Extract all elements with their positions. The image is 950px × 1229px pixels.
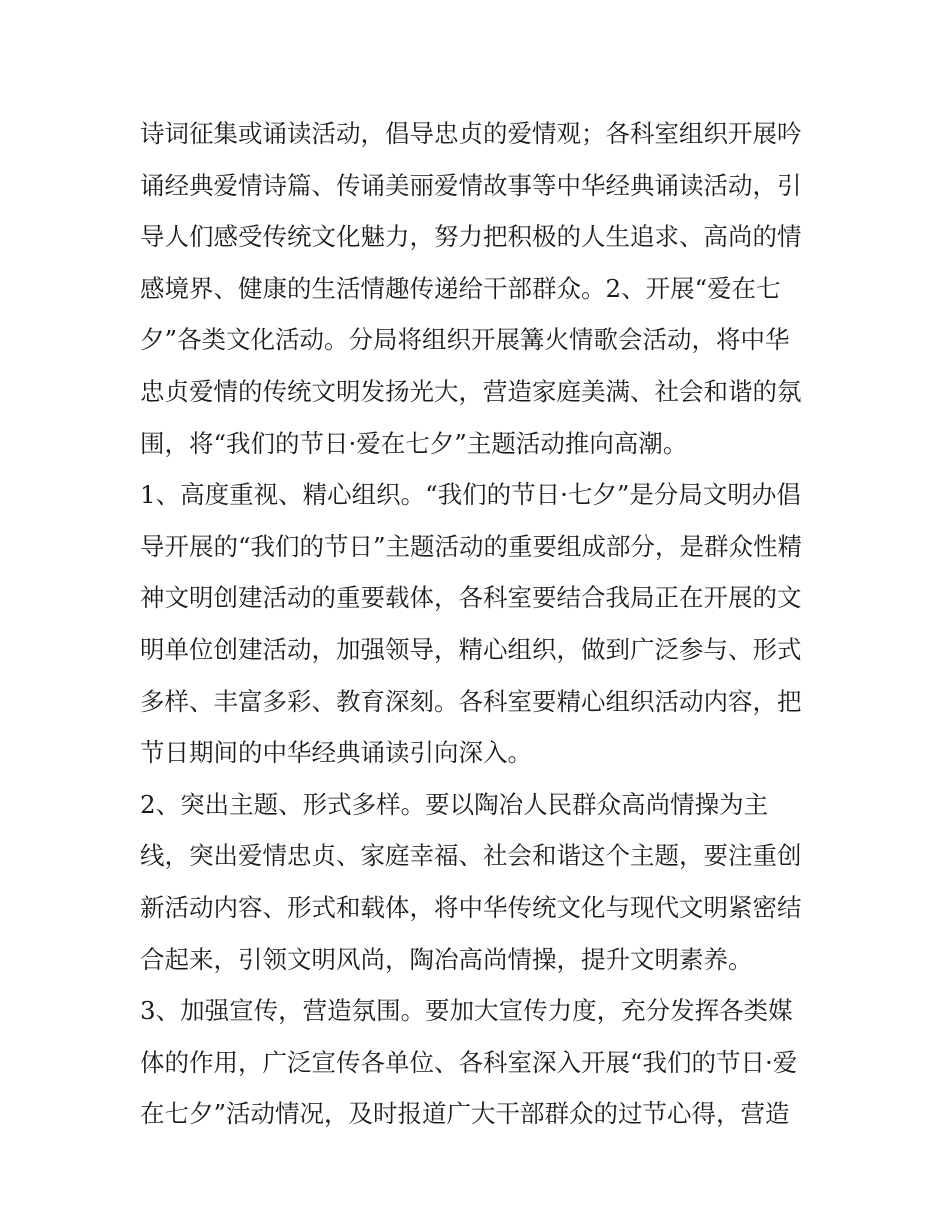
text-line-17: 合起来，引领文明风尚，陶冶高尚情操，提升文明素养。 <box>140 944 753 974</box>
text-line-20: 在七夕”活动情况，及时报道广大干部群众的过节心得，营造 <box>140 1099 790 1129</box>
text-line-1: 诗词征集或诵读活动，倡导忠贞的爱情观；各科室组织开展吟 <box>140 119 802 148</box>
text-line-11: 明单位创建活动，加强领导，精心组织，做到广泛参与、形式 <box>140 634 802 664</box>
text-line-12: 多样、丰富多彩、教育深刻。各科室要精心组织活动内容，把 <box>140 686 802 716</box>
text-line-15: 线，突出爱情忠贞、家庭幸福、社会和谐这个主题，要注重创 <box>140 841 802 871</box>
text-line-9: 导开展的“我们的节日”主题活动的重要组成部分，是群众性精 <box>140 531 803 561</box>
text-line-14: 2、突出主题、形式多样。要以陶冶人民群众高尚情操为主 <box>140 789 769 819</box>
text-line-6: 忠贞爱情的传统文明发扬光大，营造家庭美满、社会和谐的氛 <box>140 376 802 406</box>
text-line-2: 诵经典爱情诗篇、传诵美丽爱情故事等中华经典诵读活动，引 <box>140 170 802 200</box>
text-line-13: 节日期间的中华经典诵读引向深入。 <box>140 738 532 768</box>
text-line-18: 3、加强宣传，营造氛围。要加大宣传力度，充分发挥各类媒 <box>140 996 793 1026</box>
text-line-19: 体的作用，广泛宣传各单位、各科室深入开展“我们的节日·爱 <box>140 1047 798 1077</box>
text-line-16: 新活动内容、形式和载体，将中华传统文化与现代文明紧密结 <box>140 892 802 922</box>
text-line-4: 感境界、健康的生活情趣传递给干部群众。2、开展“爱在七 <box>140 273 781 303</box>
text-line-8: 1、高度重视、精心组织。“我们的节日·七夕”是分局文明办倡 <box>140 480 801 510</box>
text-line-7: 围，将“我们的节日·爱在七夕”主题活动推向高潮。 <box>140 428 688 458</box>
text-line-10: 神文明创建活动的重要载体，各科室要结合我局正在开展的文 <box>140 583 802 613</box>
body-text <box>140 108 820 1140</box>
text-line-3: 导人们感受传统文化魅力，努力把积极的人生追求、高尚的情 <box>140 222 802 252</box>
text-line-5: 夕”各类文化活动。分局将组织开展篝火情歌会活动，将中华 <box>140 325 790 355</box>
